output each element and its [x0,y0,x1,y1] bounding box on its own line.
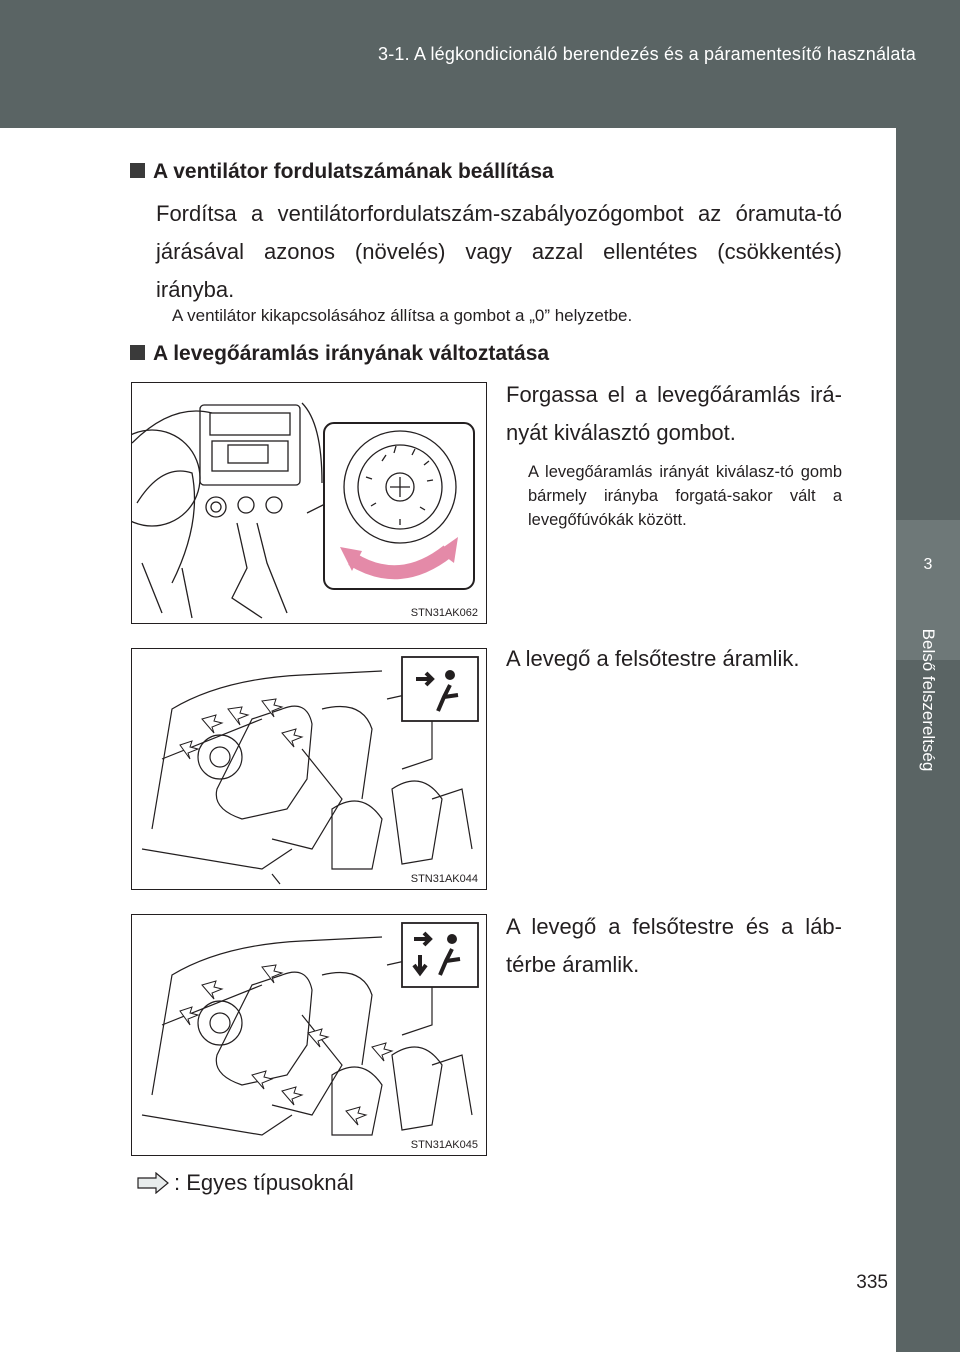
page-header [0,0,960,128]
square-bullet-icon [130,345,145,360]
page-number: 335 [856,1272,888,1293]
arrow-icon [136,1172,170,1194]
knob-instruction: Forgassa el a levegőáramlás irá-nyát kiválasztó gombot. [506,382,842,445]
square-bullet-icon [130,163,145,178]
cabin-illustration-floor [132,915,486,1155]
dashboard-illustration [132,383,486,623]
footnote [136,1170,354,1196]
section-heading-fan-speed [130,160,554,184]
face-airflow-text: A levegő a felsőtestre áramlik. [506,646,800,671]
face-floor-airflow-text: A levegő a felsőtestre és a láb-térbe áramlik. [506,914,842,977]
figure-airflow-knob [131,382,487,624]
knob-note: A levegőáramlás irányát kiválasz-tó gomb bármely irányba forgatá-sakor vált a levegőfúvókák között. [528,463,842,529]
heading-text: A levegőáramlás irányának változtatása [153,342,550,365]
heading-text: A ventilátor fordulatszámának beállítása [153,160,554,183]
chapter-title: 3-1. A légkondicionáló berendezés és a páramentesítő használata [378,44,916,64]
figure-code: STN31AK044 [410,873,478,885]
fan-speed-paragraph: Fordítsa a ventilátorfordulatszám-szabályozógombot az óramuta-tó járásával azonos (növelés) vagy azzal ellentétes (csökkentés) irányba. [156,201,842,302]
figure-airflow-face-floor [131,914,487,1156]
section-heading-airflow [130,342,549,366]
figure-code: STN31AK062 [410,607,478,619]
fan-off-note: A ventilátor kikapcsolásához állítsa a gombot a „0” helyzetbe. [172,306,633,325]
cabin-illustration [132,649,486,889]
footnote-text: : Egyes típusoknál [174,1170,354,1195]
figure-airflow-face [131,648,487,890]
figure-code: STN31AK045 [410,1139,478,1151]
chapter-label: Belső felszereltség [919,628,938,772]
chapter-number: 3 [923,556,933,573]
